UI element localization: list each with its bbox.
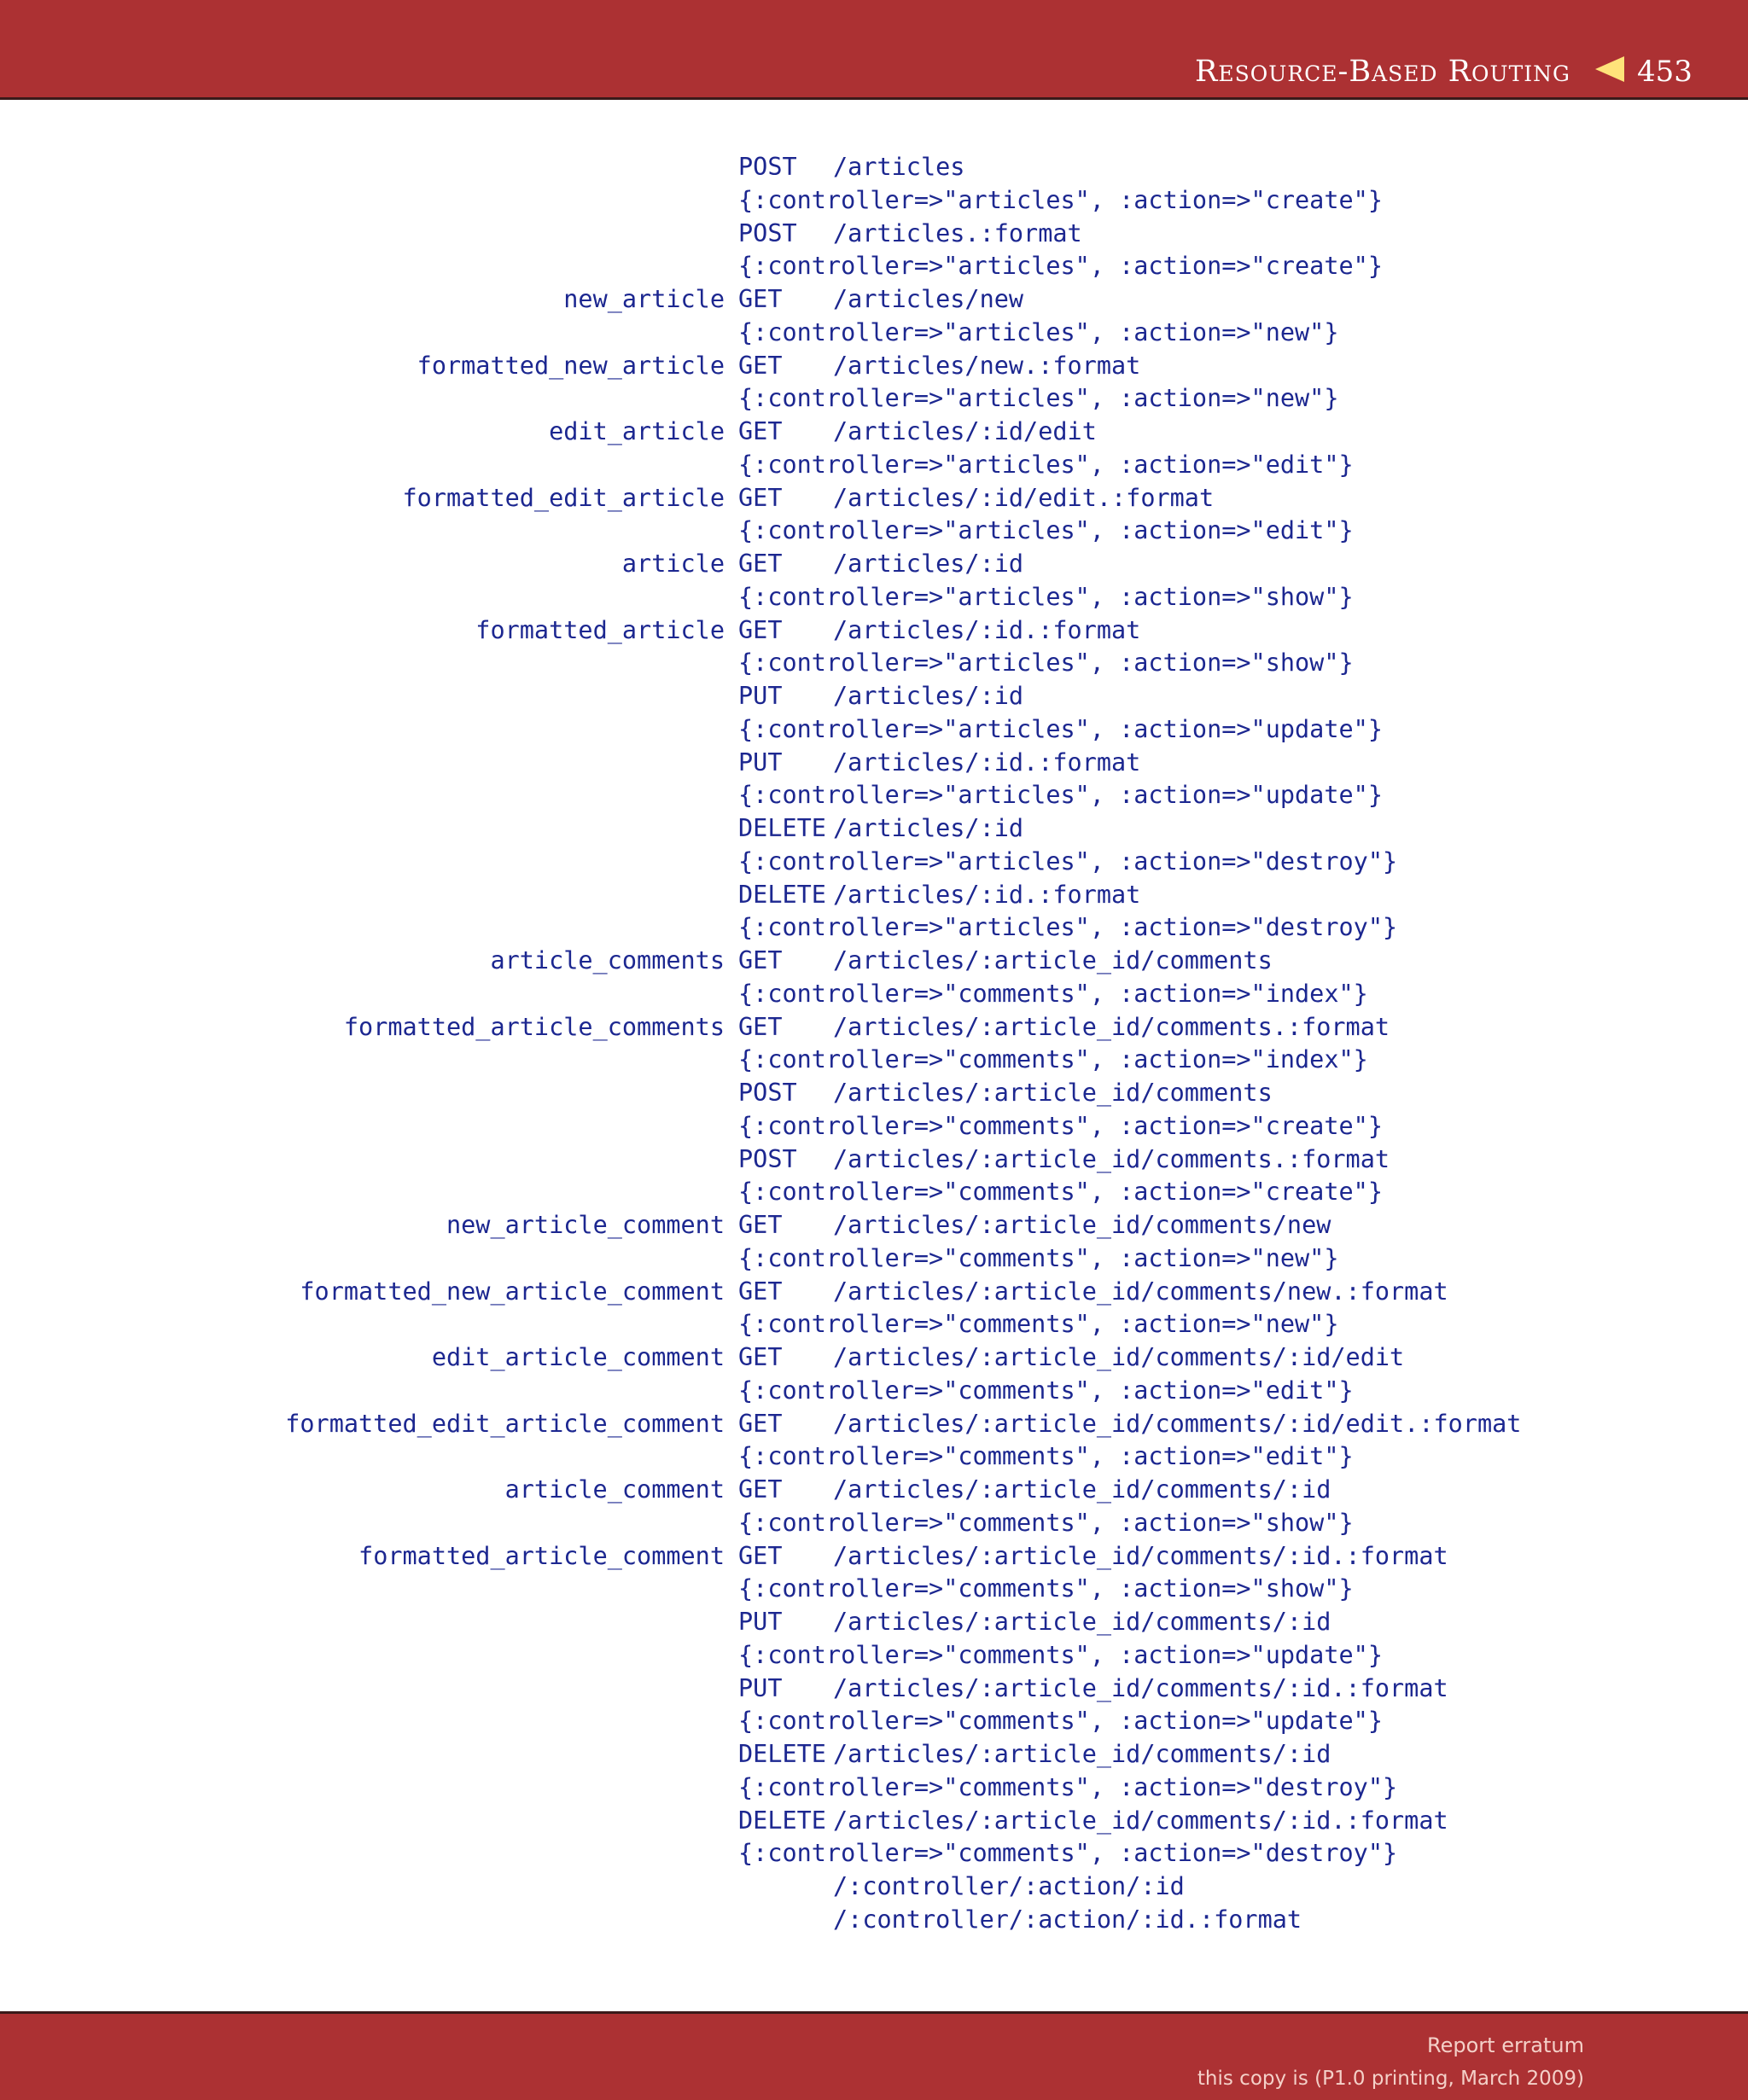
- route-params: {:controller=>"articles", :action=>"create"}: [738, 252, 1383, 281]
- route-params-line: [0, 1440, 1748, 1474]
- route-path: /articles/:article_id/comments: [833, 1079, 1273, 1107]
- route-line: [0, 1077, 1748, 1110]
- route-line: [0, 1738, 1748, 1771]
- route-http-verb: POST: [738, 1144, 797, 1173]
- route-params: {:controller=>"articles", :action=>"edit"}: [738, 516, 1354, 545]
- route-params: {:controller=>"articles", :action=>"update"}: [738, 714, 1383, 743]
- route-path: /articles/:article_id/comments/:id: [833, 1475, 1331, 1504]
- route-line: [0, 1143, 1748, 1177]
- route-line: [0, 283, 1748, 317]
- route-line: [0, 1606, 1748, 1639]
- routes-code-listing: [0, 151, 1748, 1937]
- route-line: [0, 1870, 1748, 1904]
- route-params: {:controller=>"articles", :action=>"update"}: [738, 781, 1383, 810]
- route-path: /articles/new.:format: [833, 351, 1141, 380]
- route-http-verb: POST: [738, 1079, 797, 1107]
- route-params: {:controller=>"articles", :action=>"new"}: [738, 317, 1339, 346]
- route-params: {:controller=>"comments", :action=>"destroy"}: [738, 1772, 1398, 1801]
- route-params-line: [0, 317, 1748, 350]
- route-path: /articles/new: [833, 285, 1024, 313]
- route-http-verb: DELETE: [738, 1806, 826, 1835]
- previous-page-arrow-icon[interactable]: [1595, 56, 1624, 82]
- route-line: [0, 1276, 1748, 1309]
- route-path: /articles/:id.:format: [833, 880, 1141, 909]
- route-params-line: [0, 1375, 1748, 1408]
- route-path: /articles/:id: [833, 682, 1024, 710]
- route-line: [0, 1011, 1748, 1044]
- route-name: formatted_article_comment: [358, 1541, 725, 1570]
- route-params-line: [0, 1639, 1748, 1672]
- route-path: /articles/:id/edit: [833, 417, 1097, 445]
- route-name: edit_article: [549, 417, 725, 445]
- route-path: /articles/:article_id/comments/new.:format: [833, 1277, 1448, 1306]
- route-params-line: [0, 250, 1748, 283]
- route-path: /articles/:article_id/comments/:id.:format: [833, 1673, 1448, 1702]
- route-params: {:controller=>"comments", :action=>"edit"}: [738, 1376, 1354, 1405]
- route-params: {:controller=>"comments", :action=>"create"}: [738, 1178, 1383, 1207]
- route-path: /articles/:article_id/comments/:id.:format: [833, 1806, 1448, 1835]
- route-params-line: [0, 846, 1748, 879]
- route-path: /articles/:article_id/comments.:format: [833, 1144, 1390, 1173]
- route-name: formatted_article_comments: [343, 1012, 725, 1041]
- route-name: edit_article_comment: [431, 1343, 725, 1371]
- route-params-line: [0, 1507, 1748, 1540]
- route-line: [0, 350, 1748, 383]
- route-path: /articles/:article_id/comments/:id/edit.:format: [833, 1409, 1522, 1438]
- route-line: [0, 945, 1748, 978]
- route-http-verb: PUT: [738, 682, 783, 710]
- route-path: /articles/:article_id/comments: [833, 946, 1273, 974]
- route-http-verb: GET: [738, 351, 783, 380]
- route-params: {:controller=>"comments", :action=>"show"}: [738, 1508, 1354, 1537]
- route-line: [0, 482, 1748, 515]
- route-line: [0, 747, 1748, 780]
- route-http-verb: GET: [738, 1343, 783, 1371]
- route-http-verb: DELETE: [738, 880, 826, 909]
- route-path: /articles/:id: [833, 814, 1024, 842]
- route-line: [0, 548, 1748, 581]
- route-http-verb: PUT: [738, 1673, 783, 1702]
- route-name: formatted_new_article: [417, 351, 725, 380]
- route-line: [0, 416, 1748, 449]
- route-params: {:controller=>"comments", :action=>"edit"}: [738, 1442, 1354, 1471]
- route-params-line: [0, 1705, 1748, 1738]
- route-params: {:controller=>"articles", :action=>"show"}: [738, 582, 1354, 611]
- route-http-verb: DELETE: [738, 814, 826, 842]
- route-http-verb: GET: [738, 1409, 783, 1438]
- route-http-verb: PUT: [738, 748, 783, 777]
- route-params-line: [0, 515, 1748, 548]
- route-line: [0, 614, 1748, 648]
- route-params: {:controller=>"comments", :action=>"show"}: [738, 1574, 1354, 1603]
- route-params: {:controller=>"comments", :action=>"update"}: [738, 1707, 1383, 1736]
- route-line: [0, 151, 1748, 184]
- route-name: formatted_new_article_comment: [300, 1277, 725, 1306]
- route-name: formatted_edit_article: [402, 483, 725, 512]
- route-name: new_article: [563, 285, 725, 313]
- route-line: [0, 1341, 1748, 1375]
- route-params-line: [0, 1573, 1748, 1606]
- route-line: [0, 1805, 1748, 1838]
- route-http-verb: DELETE: [738, 1740, 826, 1768]
- route-http-verb: GET: [738, 1211, 783, 1239]
- route-line: [0, 1540, 1748, 1574]
- route-line: [0, 1474, 1748, 1507]
- route-line: [0, 812, 1748, 846]
- route-path: /articles/:article_id/comments/:id/edit: [833, 1343, 1405, 1371]
- route-path: /articles/:id.:format: [833, 615, 1141, 644]
- route-http-verb: POST: [738, 153, 797, 181]
- route-params-line: [0, 911, 1748, 945]
- route-path: /articles/:article_id/comments/new: [833, 1211, 1331, 1239]
- route-http-verb: GET: [738, 615, 783, 644]
- route-params-line: [0, 1771, 1748, 1805]
- route-params: {:controller=>"articles", :action=>"destroy"}: [738, 913, 1398, 942]
- route-line: [0, 1408, 1748, 1441]
- route-http-verb: GET: [738, 483, 783, 512]
- route-http-verb: GET: [738, 285, 783, 313]
- route-params: {:controller=>"articles", :action=>"destroy"}: [738, 846, 1398, 875]
- route-params: {:controller=>"comments", :action=>"new"}: [738, 1310, 1339, 1339]
- route-http-verb: GET: [738, 417, 783, 445]
- route-http-verb: GET: [738, 550, 783, 578]
- route-params: {:controller=>"comments", :action=>"index"}: [738, 1045, 1368, 1074]
- route-params-line: [0, 581, 1748, 614]
- route-name: formatted_article: [475, 615, 725, 644]
- route-path: /articles/:article_id/comments/:id: [833, 1740, 1331, 1768]
- route-params: {:controller=>"comments", :action=>"new"}: [738, 1243, 1339, 1272]
- route-params-line: [0, 184, 1748, 218]
- route-path: /articles: [833, 153, 965, 181]
- route-line: [0, 879, 1748, 912]
- route-params-line: [0, 1242, 1748, 1276]
- page-header-bar: [0, 0, 1748, 100]
- route-path: /articles/:article_id/comments/:id: [833, 1608, 1331, 1636]
- route-params-line: [0, 382, 1748, 416]
- route-line: [0, 1209, 1748, 1242]
- route-path: /articles.:format: [833, 218, 1082, 247]
- route-name: formatted_edit_article_comment: [285, 1409, 725, 1438]
- route-http-verb: POST: [738, 218, 797, 247]
- route-http-verb: GET: [738, 1541, 783, 1570]
- route-http-verb: GET: [738, 1012, 783, 1041]
- route-params: {:controller=>"articles", :action=>"show"}: [738, 649, 1354, 678]
- route-params-line: [0, 1837, 1748, 1870]
- page-number: 453: [1637, 55, 1693, 89]
- report-erratum-link[interactable]: Report erratum: [1427, 2033, 1584, 2057]
- route-params: {:controller=>"comments", :action=>"update"}: [738, 1640, 1383, 1669]
- route-line: [0, 1672, 1748, 1706]
- route-params-line: [0, 449, 1748, 482]
- route-name: article: [621, 550, 725, 578]
- route-params-line: [0, 1044, 1748, 1077]
- route-params: {:controller=>"articles", :action=>"new"}: [738, 384, 1339, 413]
- route-name: article_comments: [490, 946, 725, 974]
- section-title: Resource-Based Routing: [1195, 55, 1570, 89]
- route-params-line: [0, 1308, 1748, 1341]
- route-line: [0, 680, 1748, 713]
- route-http-verb: GET: [738, 1277, 783, 1306]
- route-params-line: [0, 647, 1748, 680]
- page-footer-bar: [0, 2011, 1748, 2100]
- route-path: /articles/:id/edit.:format: [833, 483, 1215, 512]
- route-path: /:controller/:action/:id: [833, 1872, 1185, 1900]
- route-name: new_article_comment: [446, 1211, 725, 1239]
- route-line: [0, 218, 1748, 251]
- route-params: {:controller=>"articles", :action=>"edit"}: [738, 450, 1354, 479]
- route-path: /articles/:id.:format: [833, 748, 1141, 777]
- route-params-line: [0, 779, 1748, 812]
- route-http-verb: GET: [738, 946, 783, 974]
- route-params-line: [0, 1110, 1748, 1143]
- route-params: {:controller=>"comments", :action=>"create"}: [738, 1111, 1383, 1140]
- printing-note: this copy is (P1.0 printing, March 2009): [1197, 2068, 1584, 2090]
- route-path: /articles/:article_id/comments.:format: [833, 1012, 1390, 1041]
- route-params-line: [0, 1176, 1748, 1209]
- route-http-verb: GET: [738, 1475, 783, 1504]
- route-path: /articles/:article_id/comments/:id.:format: [833, 1541, 1448, 1570]
- route-params: {:controller=>"comments", :action=>"destroy"}: [738, 1839, 1398, 1868]
- route-params: {:controller=>"comments", :action=>"index"}: [738, 979, 1368, 1008]
- route-path: /:controller/:action/:id.:format: [833, 1905, 1302, 1934]
- route-path: /articles/:id: [833, 550, 1024, 578]
- route-params-line: [0, 978, 1748, 1011]
- route-line: [0, 1904, 1748, 1937]
- route-name: article_comment: [504, 1475, 725, 1504]
- route-params: {:controller=>"articles", :action=>"create"}: [738, 185, 1383, 214]
- route-http-verb: PUT: [738, 1608, 783, 1636]
- route-params-line: [0, 713, 1748, 747]
